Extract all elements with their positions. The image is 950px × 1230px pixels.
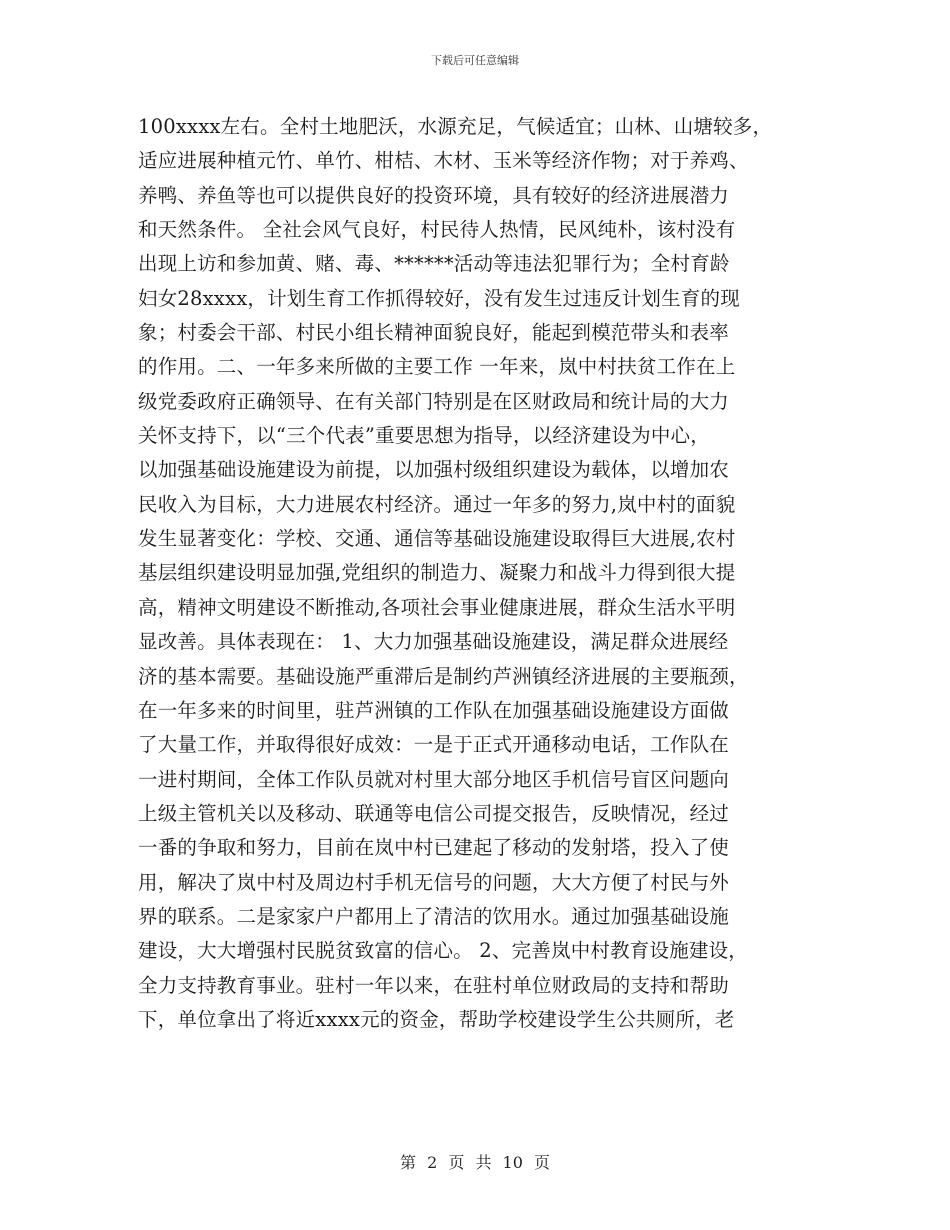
body-line: 和天然条件。 全社会风气良好，村民待人热情，民风纯朴，该村没有: [138, 218, 736, 242]
body-line: 级党委政府正确领导、在有关部门特别是在区财政局和统计局的大力: [138, 389, 730, 413]
body-line: 象；村委会干部、村民小组长精神面貌良好，能起到模范带头和表率: [138, 321, 730, 345]
body-line: 上级主管机关以及移动、联通等电信公司提交报告，反映情况，经过: [138, 801, 730, 825]
body-line: 建设，大大增强村民脱贫致富的信心。 2、完善岚中村教育设施建设，: [138, 939, 749, 963]
body-line: 济的基本需要。基础设施严重滞后是制约芦洲镇经济进展的主要瓶颈，: [138, 664, 749, 688]
body-line: 在一年多来的时间里，驻芦洲镇的工作队在加强基础设施建设方面做: [138, 698, 730, 722]
body-line: 发生显著变化：学校、交通、通信等基础设施建设取得巨大进展,农村: [138, 527, 736, 551]
body-line: 用，解决了岚中村及周边村手机无信号的问题，大大方便了村民与外: [138, 870, 730, 894]
body-line: 基层组织建设明显加强,党组织的制造力、凝聚力和战斗力得到很大提: [138, 561, 736, 585]
body-line: 高，精神文明建设不断推动,各项社会事业健康进展，群众生活水平明: [138, 595, 736, 619]
body-line: 民收入为目标，大力进展农村经济。通过一年多的努力,岚中村的面貌: [138, 492, 736, 516]
body-line: 出现上访和参加黄、赌、毒、******活动等违法犯罪行为；全村育龄: [138, 252, 730, 276]
page-number-footer: 第 2 页 共 10 页: [400, 1153, 550, 1172]
body-line: 了大量工作，并取得很好成效：一是于正式开通移动电话，工作队在: [138, 733, 730, 757]
body-line: 界的联系。二是家家户户都用上了清洁的饮用水。通过加强基础设施: [138, 904, 730, 928]
body-line: 的作用。二、一年多来所做的主要工作 一年来，岚中村扶贫工作在上: [138, 355, 736, 379]
body-line: 适应进展种植元竹、单竹、柑桔、木材、玉米等经济作物；对于养鸡、: [138, 149, 749, 173]
body-line: 一番的争取和努力，目前在岚中村已建起了移动的发射塔，投入了使: [138, 836, 730, 860]
header-note: 下载后可任意编辑: [431, 54, 519, 67]
body-line: 100xxxx左右。全村土地肥沃，水源充足，气候适宜；山林、山塘较多，: [138, 115, 773, 138]
body-line: 养鸭、养鱼等也可以提供良好的投资环境，具有较好的经济进展潜力: [138, 183, 730, 207]
document-body: [138, 110, 828, 1037]
body-line: 妇女28xxxx，计划生育工作抓得较好，没有发生过违反计划生育的现: [138, 286, 740, 310]
body-line: 一进村期间，全体工作队员就对村里大部分地区手机信号盲区问题向: [138, 767, 730, 791]
body-line: 显改善。具体表现在： 1、大力加强基础设施建设，满足群众进展经: [138, 630, 729, 654]
body-line: 下，单位拿出了将近xxxx元的资金，帮助学校建设学生公共厕所，老: [138, 1007, 735, 1031]
body-line: 以加强基础设施建设为前提，以加强村级组织建设为载体，以增加农: [138, 458, 730, 482]
body-line: 关怀支持下，以“三个代表”重要思想为指导，以经济建设为中心，: [138, 424, 710, 448]
body-line: 全力支持教育事业。驻村一年以来，在驻村单位财政局的支持和帮助: [138, 973, 730, 997]
